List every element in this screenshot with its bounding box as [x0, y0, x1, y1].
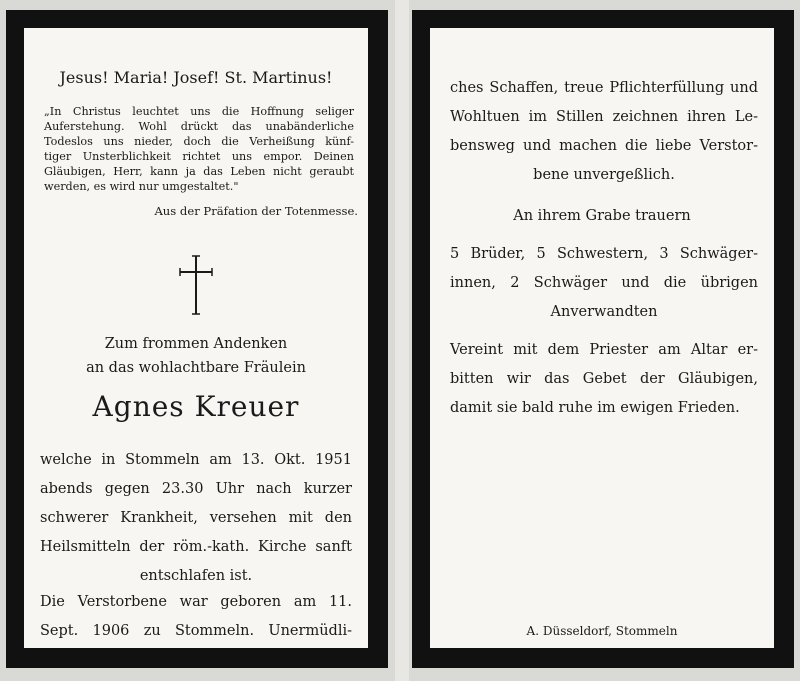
mourners-heading: An ihrem Grabe trauern [513, 208, 691, 224]
death-notice-text [40, 446, 352, 591]
right-page-black-border [412, 10, 794, 668]
card-fold [395, 0, 409, 681]
right-page [430, 28, 774, 648]
body-line: Wohltuen im Stillen zeichnen ihren Le- [450, 109, 758, 125]
memorial-heading [24, 332, 368, 380]
mourners-list [450, 240, 758, 327]
latin-cross-icon [176, 254, 216, 316]
body-line: bene unvergeßlich. [533, 167, 675, 183]
quote-line: tiger Unsterblichkeit richtet uns empor. Deinen [44, 150, 354, 163]
quote-line: Auferstehung. Wohl drückt das unabänderliche [44, 120, 354, 133]
memorial-line: Zum frommen Andenken [104, 336, 288, 352]
mourner-line: 5 Brüder, 5 Schwestern, 3 Schwäger- [450, 246, 758, 262]
printer-imprint: A. Düsseldorf, Stommeln [526, 624, 678, 638]
left-page [24, 28, 368, 648]
quote-line: werden, es wird nur umgestaltet." [44, 180, 239, 193]
quote-line: Todeslos uns nieder, doch die Verheißung künf- [44, 135, 354, 148]
prayer-line: Vereint mit dem Priester am Altar er- [450, 342, 758, 358]
body-line: Heilsmitteln der röm.-kath. Kirche sanft [40, 539, 352, 555]
body-line: entschlafen ist. [139, 568, 253, 584]
body-line: welche in Stommeln am 13. Okt. 1951 [40, 452, 352, 468]
mourner-line: Anverwandten [550, 304, 658, 320]
character-text [450, 74, 758, 190]
body-line: schwerer Krankheit, versehen mit den [40, 510, 352, 526]
deceased-name: Agnes Kreuer [92, 390, 300, 423]
body-line: Sept. 1906 zu Stommeln. Unermüdli- [40, 623, 352, 639]
quote-line: „In Christus leuchtet uns die Hoffnung seliger [44, 105, 354, 118]
body-line: abends gegen 23.30 Uhr nach kurzer [40, 481, 352, 497]
prayer-line: bitten wir das Gebet der Gläubigen, [450, 371, 758, 387]
body-line: ches Schaffen, treue Pflichterfüllung und [450, 80, 758, 96]
birth-text [40, 588, 352, 646]
memorial-line: an das wohlachtbare Fräulein [86, 360, 306, 376]
body-line: bensweg und machen die liebe Verstor- [450, 138, 758, 154]
scripture-quote [44, 104, 354, 194]
left-page-black-border [6, 10, 388, 668]
quote-line: Gläubigen, Herr, kann ja das Leben nicht geraubt [44, 165, 354, 178]
body-line: Die Verstorbene war geboren am 11. [40, 594, 352, 610]
mourner-line: innen, 2 Schwäger und die übrigen [450, 275, 758, 291]
prayer-text [450, 336, 758, 423]
quote-source: Aus der Präfation der Totenmesse. [154, 204, 358, 218]
invocation: Jesus! Maria! Josef! St. Martinus! [59, 68, 333, 87]
prayer-line: damit sie bald ruhe im ewigen Frieden. [450, 400, 740, 416]
